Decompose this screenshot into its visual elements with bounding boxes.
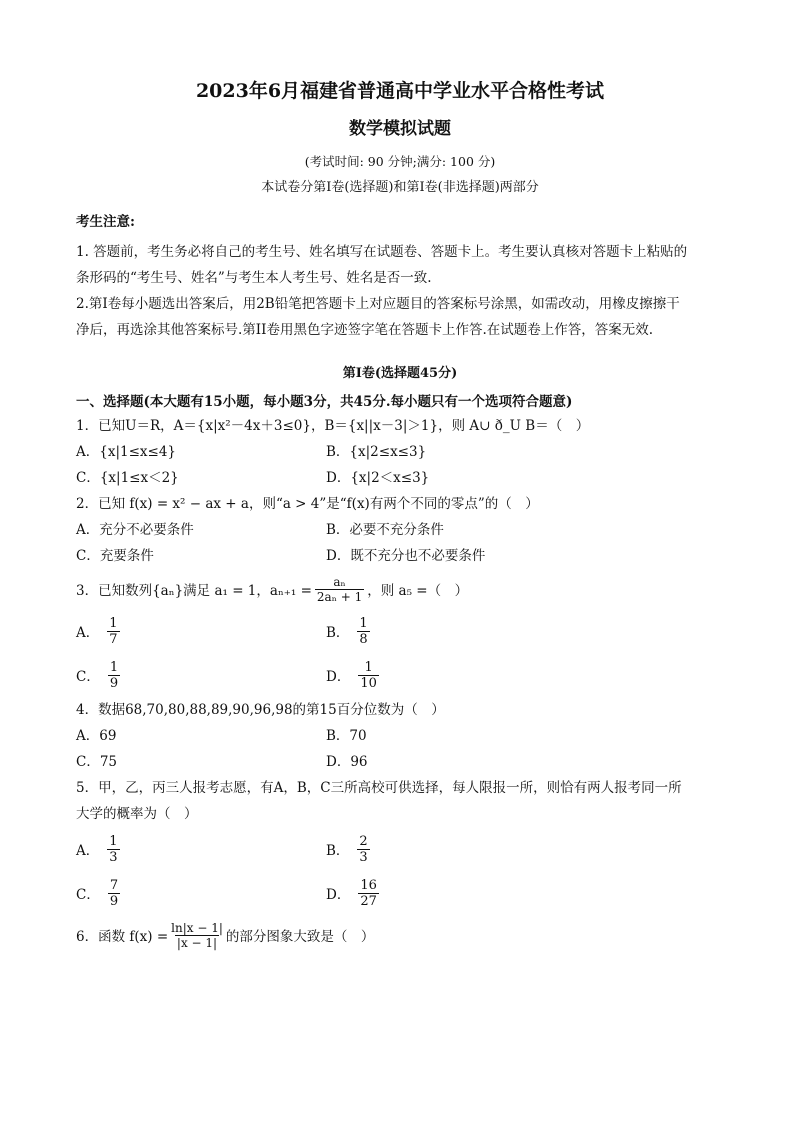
question-6-stem-fraction [171, 921, 223, 950]
part-heading: 一、选择题(本大题有15小题，每小题3分，共45分.每小题只有一个选项符合题意) [76, 394, 573, 410]
question-3-option-a-numerator: 1 [109, 615, 118, 631]
question-2-option-c: C．充要条件 [76, 548, 154, 564]
question-3-options-row-2 [76, 653, 724, 697]
question-5-option-d-numerator: 16 [360, 877, 377, 893]
notice-item-2-line-1: 2.第I卷每小题选出答案后，用2B铅笔把答题卡上对应题目的答案标号涂黑，如需改动，用橡皮擦擦干 [76, 296, 680, 312]
question-5-stem-line-2: 大学的概率为（ ） [76, 806, 198, 822]
question-3-option-c-label: C． [76, 669, 100, 685]
question-5-option-c [76, 878, 326, 909]
notice-item-2-line-2: 净后，再选涂其他答案标号.第II卷用黑色字迹签字笔在答题卡上作答.在试题卷上作答，答案无效. [76, 322, 654, 338]
question-4-options-row-1 [76, 723, 724, 749]
notice-item-1-line-1: 1. 答题前，考生务必将自己的考生号、姓名填写在试题卷、答题卡上。考生要认真核对答题卡上粘贴的 [76, 244, 688, 260]
question-1-stem: 1．已知U＝R，A＝{x|x²－4x＋3≤0}，B＝{x||x－3|＞1}，则 A∪ ð_U B＝（ ） [76, 418, 590, 434]
question-3-option-d [326, 660, 576, 691]
question-3-option-c-denominator: 9 [109, 675, 119, 691]
question-5-option-d-label: D． [326, 887, 351, 903]
question-3-stem-numerator: aₙ [333, 574, 346, 589]
question-4-option-d: D．96 [326, 754, 368, 770]
question-2-option-b: B．必要不充分条件 [326, 522, 444, 538]
question-5-option-a-numerator: 1 [109, 833, 118, 849]
question-5-option-b-denominator: 3 [359, 849, 368, 865]
question-5-stem-line-1: 5．甲，乙，丙三人报考志愿，有A，B，C三所高校可供选择，每人限报一所，则恰有两人报考同一所 [76, 780, 682, 796]
page-title: 2023年6月福建省普通高中学业水平合格性考试 [195, 80, 605, 102]
question-5-options-row-2 [76, 871, 724, 915]
question-6-stem [76, 915, 724, 955]
question-3-option-b-label: B． [326, 625, 350, 641]
question-1-option-d: D．{x|2＜x≤3} [326, 470, 430, 486]
question-5-option-d-fraction [358, 878, 379, 909]
question-3-option-b-numerator: 1 [359, 615, 368, 631]
question-2-options-row-1 [76, 517, 724, 543]
notice-heading: 考生注意: [76, 214, 135, 230]
question-3-option-d-fraction [358, 660, 379, 691]
question-5-option-d-denominator: 27 [360, 893, 377, 909]
question-2-option-d: D．既不充分也不必要条件 [326, 548, 486, 564]
question-5-option-b-label: B． [326, 843, 350, 859]
question-6-stem-end: 的部分图象大致是（ ） [225, 929, 375, 945]
question-5-option-a-label: A． [76, 843, 100, 859]
question-5-option-a-denominator: 3 [109, 849, 118, 865]
exam-info: (考试时间: 90 分钟;满分: 100 分) [304, 154, 496, 169]
question-5-option-b [326, 834, 576, 865]
question-3-option-b [326, 616, 576, 647]
question-5-option-c-numerator: 7 [109, 877, 119, 893]
question-3-option-a-fraction [107, 616, 119, 647]
question-5-option-d [326, 878, 576, 909]
question-5-option-c-label: C． [76, 887, 100, 903]
question-3-option-b-fraction [357, 616, 369, 647]
question-5-option-b-fraction [357, 834, 369, 865]
exam-parts: 本试卷分第I卷(选择题)和第I卷(非选择题)两部分 [261, 180, 539, 195]
question-1-options-row-2 [76, 465, 724, 491]
question-4-options-row-2 [76, 749, 724, 775]
question-6-stem-numerator: ln|x − 1| [171, 920, 223, 935]
page-subtitle: 数学模拟试题 [349, 119, 451, 139]
notice-item-1-line-2: 条形码的“考生号、姓名”与考生本人考生号、姓名是否一致. [76, 270, 432, 286]
question-5-options-row-1 [76, 827, 724, 871]
question-2-stem: 2．已知 f(x) = x² − ax + a，则“a > 4”是“f(x)有两个不同的零点”的（ ） [76, 496, 539, 512]
section-title: 第I卷(选择题45分) [342, 366, 458, 381]
question-2-options-row-2 [76, 543, 724, 569]
question-4-option-a: A．69 [76, 728, 117, 744]
question-3-option-d-denominator: 10 [360, 675, 377, 691]
question-4-option-b: B．70 [326, 728, 367, 744]
question-3-option-c-fraction [108, 660, 120, 691]
question-1-options-row-1 [76, 439, 724, 465]
question-3-option-d-numerator: 1 [364, 659, 373, 675]
question-3-option-b-denominator: 8 [359, 631, 368, 647]
question-3-option-c-numerator: 1 [109, 659, 119, 675]
question-3-stem [76, 569, 724, 609]
question-4-stem: 4．数据68,70,80,88,89,90,96,98的第15百分位数为（ ） [76, 702, 445, 718]
question-5-option-a [76, 834, 326, 865]
question-3-options-row-1 [76, 609, 724, 653]
question-1-option-c: C．{x|1≤x＜2} [76, 470, 179, 486]
question-4-option-c: C．75 [76, 754, 118, 770]
question-5-option-c-denominator: 9 [109, 893, 119, 909]
question-5-option-c-fraction [108, 878, 120, 909]
question-1-option-a: A．{x|1≤x≤4} [76, 444, 177, 460]
question-3-option-c [76, 660, 326, 691]
question-3-stem-start: 3．已知数列{aₙ}满足 a₁ = 1，aₙ₊₁ = [76, 583, 312, 599]
question-1-option-b: B．{x|2≤x≤3} [326, 444, 427, 460]
question-3-option-a [76, 616, 326, 647]
question-3-stem-denominator: 2aₙ + 1 [316, 589, 363, 604]
question-6-stem-start: 6．函数 f(x) = [76, 929, 169, 945]
question-6-stem-denominator: |x − 1| [176, 935, 218, 950]
question-5-option-b-numerator: 2 [359, 833, 368, 849]
question-3-stem-end: ，则 a₅ =（ ） [367, 583, 469, 599]
question-3-option-a-denominator: 7 [109, 631, 118, 647]
question-3-option-a-label: A． [76, 625, 100, 641]
notice-block [76, 239, 724, 343]
question-3-option-d-label: D． [326, 669, 351, 685]
question-3-stem-fraction [315, 575, 364, 604]
question-2-option-a: A．充分不必要条件 [76, 522, 194, 538]
question-5-option-a-fraction [107, 834, 119, 865]
